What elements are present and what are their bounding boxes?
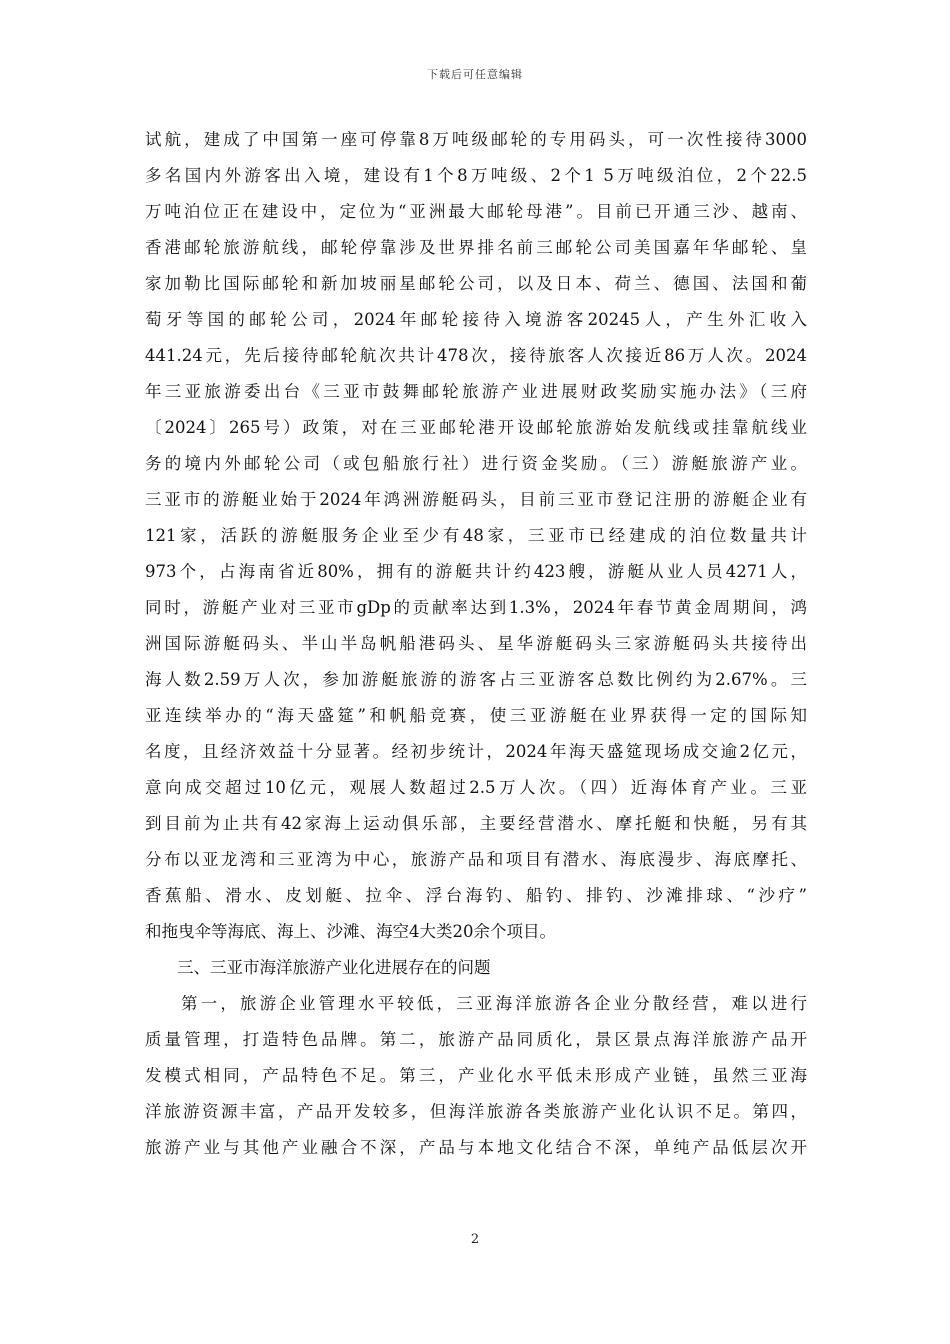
body-line: 香蕉船、滑水、皮划艇、拉伞、浮台海钓、船钓、排钓、沙滩排球、“沙疗” <box>145 886 807 905</box>
page-header: 下载后可任意编辑 <box>427 68 523 81</box>
body-line: 121家，活跃的游艇服务企业至少有48家，三亚市已经建成的泊位数量共计 <box>145 526 807 545</box>
section-heading: 三、三亚市海洋旅游产业化进展存在的问题 <box>177 958 491 977</box>
body-line: 意向成交超过10亿元，观展人数超过2.5万人次。（四）近海体育产业。三亚 <box>145 778 807 797</box>
body-line: 萄牙等国的邮轮公司，2024年邮轮接待入境游客20245人，产生外汇收入 <box>145 310 807 329</box>
body-line: 香港邮轮旅游航线，邮轮停靠涉及世界排名前三邮轮公司美国嘉年华邮轮、皇 <box>145 238 807 257</box>
body-line: 441.24元，先后接待邮轮航次共计478次，接待旅客人次接近86万人次。2024 <box>145 346 807 365</box>
body-line: 家加勒比国际邮轮和新加坡丽星邮轮公司，以及日本、荷兰、德国、法国和葡 <box>145 274 807 293</box>
body-line: 同时，游艇产业对三亚市gDp的贡献率达到1.3%，2024年春节黄金周期间，鸿 <box>145 598 807 617</box>
body-line: 三亚市的游艇业始于2024年鸿洲游艇码头，目前三亚市登记注册的游艇企业有 <box>145 490 807 509</box>
section-line: 第一，旅游企业管理水平较低，三亚海洋旅游各企业分散经营，难以进行 <box>181 994 807 1013</box>
body-line: 海人数2.59万人次，参加游艇旅游的游客占三亚游客总数比例约为2.67%。三 <box>145 670 807 689</box>
body-line: 亚连续举办的“海天盛筵”和帆船竞赛，使三亚游艇在业界获得一定的国际知 <box>145 706 807 725</box>
section-line: 旅游产业与其他产业融合不深，产品与本地文化结合不深，单纯产品低层次开 <box>145 1138 807 1157</box>
body-line: 年三亚旅游委出台《三亚市鼓舞邮轮旅游产业进展财政奖励实施办法》（三府 <box>145 382 807 401</box>
body-line: 万吨泊位正在建设中，定位为“亚洲最大邮轮母港”。目前已开通三沙、越南、 <box>145 202 807 221</box>
body-line: 多名国内外游客出入境，建设有1个8万吨级、2个1 5万吨级泊位，2个22.5 <box>145 166 807 185</box>
body-line: 试航，建成了中国第一座可停靠8万吨级邮轮的专用码头，可一次性接待3000 <box>145 130 807 149</box>
body-line: 973个，占海南省近80%，拥有的游艇共计约423艘，游艇从业人员4271人， <box>145 562 807 581</box>
body-line: 务的境内外邮轮公司（或包船旅行社）进行资金奖励。（三）游艇旅游产业。 <box>145 454 807 473</box>
body-line: 分布以亚龙湾和三亚湾为中心，旅游产品和项目有潜水、海底漫步、海底摩托、 <box>145 850 807 869</box>
body-line: 和拖曳伞等海底、海上、沙滩、海空4大类20余个项目。 <box>145 922 556 941</box>
section-line: 质量管理，打造特色品牌。第二，旅游产品同质化，景区景点海洋旅游产品开 <box>145 1030 807 1049</box>
body-line: 〔2024〕265号）政策，对在三亚邮轮港开设邮轮旅游始发航线或挂靠航线业 <box>145 418 807 437</box>
body-line: 名度，且经济效益十分显著。经初步统计，2024年海天盛筵现场成交逾2亿元， <box>145 742 807 761</box>
body-line: 洲国际游艇码头、半山半岛帆船港码头、星华游艇码头三家游艇码头共接待出 <box>145 634 807 653</box>
page-number: 2 <box>470 1232 480 1247</box>
document-body <box>145 122 807 1166</box>
section-line: 洋旅游资源丰富，产品开发较多，但海洋旅游各类旅游产业化认识不足。第四， <box>145 1102 807 1121</box>
section-line: 发模式相同，产品特色不足。第三，产业化水平低未形成产业链，虽然三亚海 <box>145 1066 807 1085</box>
body-line: 到目前为止共有42家海上运动俱乐部，主要经营潜水、摩托艇和快艇，另有其 <box>145 814 807 833</box>
